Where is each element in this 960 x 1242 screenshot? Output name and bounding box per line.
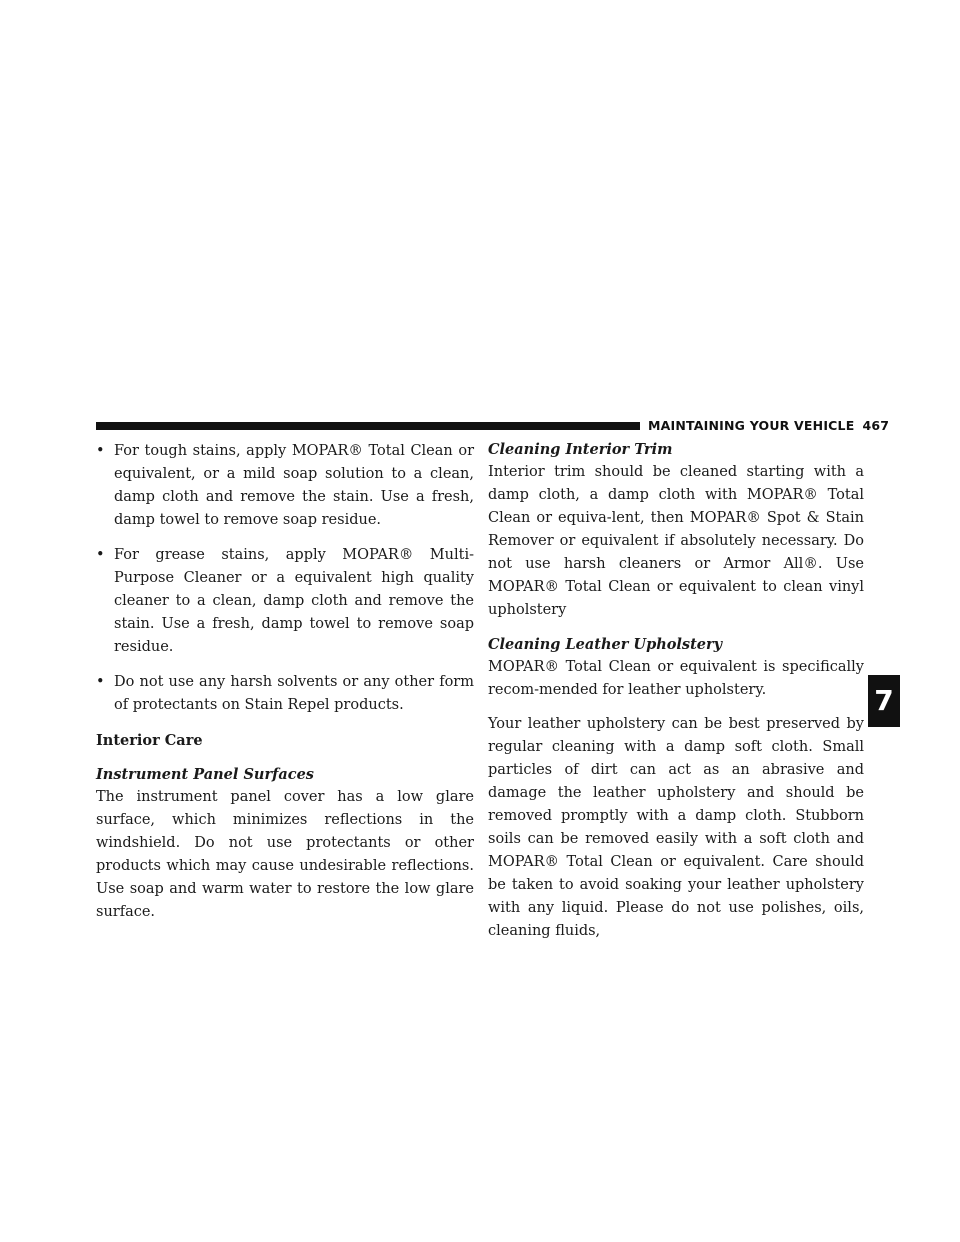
paragraph-interior-trim: Interior trim should be cleaned starting with a damp cloth, a damp cloth with MOPAR® Total Clean or equiva-lent, then MOPAR® Spot & Stain Remover or equivalent if absolutely necessary. Do not use harsh cleaners or Armor All®. Use MOPAR® Total Clean or equivalent to clean vinyl upholstery: [488, 464, 864, 618]
bullet-text: For grease stains, apply MOPAR® Multi-Purpose Cleaner or a equivalent high quality cleaner to a clean, damp cloth and remove the stain. Use a fresh, damp towel to remove soap residue.: [114, 547, 474, 655]
list-item: [96, 671, 474, 717]
bullet-list: [96, 440, 474, 717]
paragraph-leather-care: Your leather upholstery can be best preserved by regular cleaning with a damp soft cloth. Small particles of dirt can act as an abrasive and damage the leather upholstery and should be removed promptly with a damp cloth. Stubborn soils can be removed easily with a soft cloth and MOPAR® Total Clean or equivalent. Care should be taken to avoid soaking your leather upholstery with any liquid. Please do not use polishes, oils, cleaning fluids,: [488, 716, 864, 939]
header-title: MAINTAINING YOUR VEHICLE: [648, 418, 855, 433]
left-column: [96, 440, 474, 935]
page-number: 467: [862, 418, 890, 433]
subheading-leather-upholstery: Cleaning Leather Upholstery: [488, 636, 723, 653]
chapter-tab: 7: [868, 675, 900, 727]
section-heading-interior-care: Interior Care: [96, 732, 203, 749]
right-column: [488, 440, 864, 954]
header-rule: [96, 422, 640, 430]
bullet-icon: •: [96, 674, 105, 690]
bullet-icon: •: [96, 443, 105, 459]
running-header: [648, 418, 890, 433]
list-item: [96, 544, 474, 659]
paragraph-instrument-panel: The instrument panel cover has a low glare surface, which minimizes reflections in the windshield. Do not use protectants or other products which may cause undesirable reflections. Use soap and warm water to restore the low glare surface.: [96, 789, 474, 920]
bullet-icon: •: [96, 547, 105, 563]
subheading-interior-trim: Cleaning Interior Trim: [488, 441, 673, 458]
bullet-text: For tough stains, apply MOPAR® Total Clean or equivalent, or a mild soap solution to a clean, damp cloth and remove the stain. Use a fresh, damp towel to remove soap residue.: [114, 443, 474, 528]
subheading-instrument-panel: Instrument Panel Surfaces: [96, 766, 314, 783]
bullet-text: Do not use any harsh solvents or any other form of protectants on Stain Repel products.: [114, 674, 474, 713]
list-item: [96, 440, 474, 532]
paragraph-leather-intro: MOPAR® Total Clean or equivalent is specifically recom-mended for leather upholstery.: [488, 659, 864, 698]
